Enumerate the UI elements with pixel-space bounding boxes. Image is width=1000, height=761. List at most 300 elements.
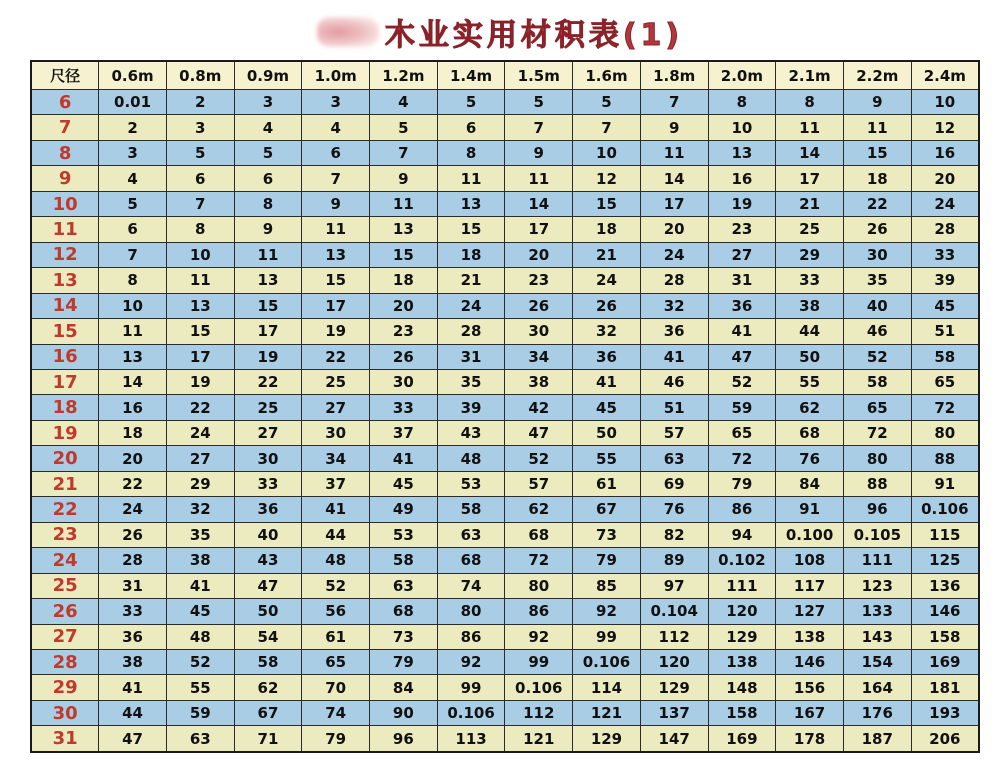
row-header-diameter: 8 xyxy=(31,140,99,165)
table-cell: 27 xyxy=(166,446,234,471)
table-cell: 45 xyxy=(911,293,979,318)
table-cell: 9 xyxy=(640,115,708,140)
table-cell: 18 xyxy=(437,242,505,267)
corner-header: 尺径 xyxy=(31,61,99,90)
table-cell: 59 xyxy=(166,700,234,725)
table-cell: 65 xyxy=(708,420,776,445)
table-cell: 72 xyxy=(843,420,911,445)
table-cell: 13 xyxy=(166,293,234,318)
column-header: 2.4m xyxy=(911,61,979,90)
table-cell: 30 xyxy=(370,369,438,394)
table-cell: 5 xyxy=(437,90,505,115)
table-row xyxy=(31,395,979,420)
table-cell: 99 xyxy=(505,649,573,674)
table-cell: 50 xyxy=(776,344,844,369)
table-cell: 17 xyxy=(302,293,370,318)
table-cell: 13 xyxy=(708,140,776,165)
table-cell: 68 xyxy=(370,599,438,624)
row-header-diameter: 28 xyxy=(31,649,99,674)
table-cell: 178 xyxy=(776,726,844,752)
table-cell: 9 xyxy=(370,166,438,191)
table-cell: 42 xyxy=(505,395,573,420)
table-cell: 15 xyxy=(234,293,302,318)
table-cell: 8 xyxy=(708,90,776,115)
table-cell: 30 xyxy=(302,420,370,445)
table-cell: 15 xyxy=(573,191,641,216)
table-row xyxy=(31,675,979,700)
table-cell: 43 xyxy=(437,420,505,445)
table-cell: 45 xyxy=(166,599,234,624)
table-cell: 55 xyxy=(776,369,844,394)
blurred-title-prefix xyxy=(317,17,379,47)
table-cell: 33 xyxy=(370,395,438,420)
table-cell: 36 xyxy=(99,624,167,649)
table-cell: 167 xyxy=(776,700,844,725)
table-cell: 0.106 xyxy=(437,700,505,725)
table-cell: 48 xyxy=(437,446,505,471)
row-header-diameter: 27 xyxy=(31,624,99,649)
table-cell: 23 xyxy=(505,268,573,293)
table-cell: 80 xyxy=(437,599,505,624)
table-cell: 53 xyxy=(370,522,438,547)
table-cell: 146 xyxy=(911,599,979,624)
table-cell: 31 xyxy=(99,573,167,598)
table-cell: 40 xyxy=(234,522,302,547)
table-cell: 62 xyxy=(234,675,302,700)
table-row xyxy=(31,140,979,165)
row-header-diameter: 18 xyxy=(31,395,99,420)
table-cell: 97 xyxy=(640,573,708,598)
table-cell: 12 xyxy=(911,115,979,140)
table-cell: 65 xyxy=(911,369,979,394)
table-cell: 88 xyxy=(911,446,979,471)
table-cell: 133 xyxy=(843,599,911,624)
table-cell: 91 xyxy=(776,497,844,522)
table-cell: 88 xyxy=(843,471,911,496)
table-cell: 4 xyxy=(99,166,167,191)
table-row xyxy=(31,191,979,216)
table-cell: 41 xyxy=(370,446,438,471)
column-header: 1.6m xyxy=(573,61,641,90)
header-row xyxy=(31,61,979,90)
table-cell: 169 xyxy=(911,649,979,674)
table-cell: 18 xyxy=(99,420,167,445)
table-cell: 23 xyxy=(370,319,438,344)
table-cell: 125 xyxy=(911,548,979,573)
table-cell: 24 xyxy=(166,420,234,445)
table-cell: 63 xyxy=(166,726,234,752)
table-cell: 39 xyxy=(437,395,505,420)
table-cell: 58 xyxy=(843,369,911,394)
table-cell: 112 xyxy=(505,700,573,725)
table-cell: 7 xyxy=(166,191,234,216)
table-cell: 17 xyxy=(640,191,708,216)
table-cell: 28 xyxy=(437,319,505,344)
row-header-diameter: 29 xyxy=(31,675,99,700)
column-header: 2.2m xyxy=(843,61,911,90)
table-cell: 91 xyxy=(911,471,979,496)
row-header-diameter: 15 xyxy=(31,319,99,344)
table-row xyxy=(31,573,979,598)
table-cell: 28 xyxy=(640,268,708,293)
table-cell: 117 xyxy=(776,573,844,598)
table-cell: 6 xyxy=(166,166,234,191)
table-cell: 10 xyxy=(911,90,979,115)
table-cell: 65 xyxy=(843,395,911,420)
table-cell: 146 xyxy=(776,649,844,674)
table-cell: 21 xyxy=(573,242,641,267)
table-cell: 44 xyxy=(99,700,167,725)
table-cell: 4 xyxy=(234,115,302,140)
table-cell: 0.106 xyxy=(573,649,641,674)
table-cell: 63 xyxy=(437,522,505,547)
page-title xyxy=(0,8,1000,56)
table-cell: 36 xyxy=(573,344,641,369)
row-header-diameter: 20 xyxy=(31,446,99,471)
table-cell: 111 xyxy=(843,548,911,573)
table-cell: 18 xyxy=(370,268,438,293)
table-cell: 36 xyxy=(708,293,776,318)
table-cell: 47 xyxy=(99,726,167,752)
table-cell: 92 xyxy=(437,649,505,674)
table-cell: 89 xyxy=(640,548,708,573)
table-cell: 3 xyxy=(166,115,234,140)
table-cell: 121 xyxy=(573,700,641,725)
table-row xyxy=(31,700,979,725)
table-cell: 136 xyxy=(911,573,979,598)
table-cell: 18 xyxy=(843,166,911,191)
table-cell: 20 xyxy=(99,446,167,471)
table-cell: 99 xyxy=(573,624,641,649)
table-cell: 13 xyxy=(234,268,302,293)
table-cell: 34 xyxy=(505,344,573,369)
table-cell: 28 xyxy=(99,548,167,573)
table-cell: 20 xyxy=(640,217,708,242)
table-cell: 79 xyxy=(708,471,776,496)
table-cell: 86 xyxy=(437,624,505,649)
table-cell: 61 xyxy=(573,471,641,496)
table-cell: 2 xyxy=(166,90,234,115)
table-cell: 29 xyxy=(166,471,234,496)
table-cell: 20 xyxy=(505,242,573,267)
table-cell: 52 xyxy=(166,649,234,674)
table-cell: 22 xyxy=(166,395,234,420)
table-cell: 86 xyxy=(708,497,776,522)
table-cell: 16 xyxy=(708,166,776,191)
table-cell: 59 xyxy=(708,395,776,420)
table-cell: 28 xyxy=(911,217,979,242)
volume-table xyxy=(30,60,980,753)
table-cell: 13 xyxy=(370,217,438,242)
table-cell: 30 xyxy=(843,242,911,267)
table-cell: 17 xyxy=(166,344,234,369)
table-cell: 74 xyxy=(302,700,370,725)
table-cell: 25 xyxy=(302,369,370,394)
table-cell: 19 xyxy=(234,344,302,369)
table-cell: 35 xyxy=(166,522,234,547)
table-cell: 72 xyxy=(911,395,979,420)
table-row xyxy=(31,319,979,344)
table-cell: 82 xyxy=(640,522,708,547)
table-cell: 22 xyxy=(302,344,370,369)
table-cell: 127 xyxy=(776,599,844,624)
table-cell: 17 xyxy=(776,166,844,191)
table-cell: 0.01 xyxy=(99,90,167,115)
table-cell: 3 xyxy=(234,90,302,115)
row-header-diameter: 26 xyxy=(31,599,99,624)
table-cell: 33 xyxy=(776,268,844,293)
table-cell: 148 xyxy=(708,675,776,700)
table-cell: 6 xyxy=(437,115,505,140)
table-cell: 0.106 xyxy=(911,497,979,522)
table-cell: 56 xyxy=(302,599,370,624)
table-cell: 39 xyxy=(911,268,979,293)
table-cell: 23 xyxy=(708,217,776,242)
row-header-diameter: 12 xyxy=(31,242,99,267)
table-cell: 8 xyxy=(776,90,844,115)
table-cell: 0.106 xyxy=(505,675,573,700)
table-cell: 80 xyxy=(843,446,911,471)
table-cell: 193 xyxy=(911,700,979,725)
table-cell: 32 xyxy=(640,293,708,318)
table-cell: 7 xyxy=(370,140,438,165)
table-row xyxy=(31,293,979,318)
table-cell: 48 xyxy=(302,548,370,573)
table-cell: 15 xyxy=(302,268,370,293)
table-cell: 4 xyxy=(302,115,370,140)
table-cell: 55 xyxy=(166,675,234,700)
table-cell: 52 xyxy=(505,446,573,471)
table-cell: 154 xyxy=(843,649,911,674)
table-cell: 10 xyxy=(99,293,167,318)
row-header-diameter: 14 xyxy=(31,293,99,318)
table-cell: 11 xyxy=(776,115,844,140)
table-cell: 38 xyxy=(776,293,844,318)
table-cell: 37 xyxy=(302,471,370,496)
table-cell: 31 xyxy=(437,344,505,369)
column-header: 2.0m xyxy=(708,61,776,90)
table-cell: 35 xyxy=(437,369,505,394)
table-row xyxy=(31,90,979,115)
table-cell: 41 xyxy=(166,573,234,598)
table-cell: 53 xyxy=(437,471,505,496)
table-cell: 24 xyxy=(573,268,641,293)
table-cell: 0.104 xyxy=(640,599,708,624)
column-header: 0.6m xyxy=(99,61,167,90)
table-row xyxy=(31,166,979,191)
table-cell: 8 xyxy=(99,268,167,293)
table-row xyxy=(31,344,979,369)
table-cell: 176 xyxy=(843,700,911,725)
table-cell: 24 xyxy=(99,497,167,522)
table-cell: 9 xyxy=(843,90,911,115)
table-cell: 26 xyxy=(370,344,438,369)
table-cell: 112 xyxy=(640,624,708,649)
table-cell: 6 xyxy=(302,140,370,165)
table-cell: 17 xyxy=(234,319,302,344)
table-cell: 74 xyxy=(437,573,505,598)
table-cell: 62 xyxy=(505,497,573,522)
table-cell: 38 xyxy=(99,649,167,674)
table-cell: 67 xyxy=(573,497,641,522)
table-cell: 22 xyxy=(843,191,911,216)
table-cell: 9 xyxy=(234,217,302,242)
table-cell: 45 xyxy=(573,395,641,420)
table-cell: 19 xyxy=(166,369,234,394)
table-cell: 11 xyxy=(99,319,167,344)
table-cell: 84 xyxy=(370,675,438,700)
table-cell: 108 xyxy=(776,548,844,573)
table-cell: 5 xyxy=(370,115,438,140)
table-cell: 121 xyxy=(505,726,573,752)
table-row xyxy=(31,624,979,649)
table-cell: 147 xyxy=(640,726,708,752)
table-cell: 49 xyxy=(370,497,438,522)
table-cell: 85 xyxy=(573,573,641,598)
table-cell: 63 xyxy=(370,573,438,598)
column-header: 1.5m xyxy=(505,61,573,90)
table-cell: 57 xyxy=(640,420,708,445)
table-cell: 10 xyxy=(166,242,234,267)
table-cell: 68 xyxy=(437,548,505,573)
table-cell: 27 xyxy=(234,420,302,445)
table-cell: 206 xyxy=(911,726,979,752)
table-cell: 52 xyxy=(302,573,370,598)
table-cell: 114 xyxy=(573,675,641,700)
table-cell: 50 xyxy=(573,420,641,445)
table-cell: 38 xyxy=(166,548,234,573)
table-cell: 7 xyxy=(302,166,370,191)
table-cell: 9 xyxy=(302,191,370,216)
table-cell: 21 xyxy=(437,268,505,293)
table-cell: 164 xyxy=(843,675,911,700)
table-cell: 129 xyxy=(573,726,641,752)
table-cell: 31 xyxy=(708,268,776,293)
table-cell: 57 xyxy=(505,471,573,496)
table-row xyxy=(31,446,979,471)
table-cell: 90 xyxy=(370,700,438,725)
table-cell: 22 xyxy=(99,471,167,496)
table-cell: 11 xyxy=(166,268,234,293)
table-row xyxy=(31,522,979,547)
table-cell: 14 xyxy=(776,140,844,165)
table-cell: 58 xyxy=(437,497,505,522)
table-cell: 79 xyxy=(573,548,641,573)
table-cell: 65 xyxy=(302,649,370,674)
table-cell: 30 xyxy=(505,319,573,344)
table-cell: 5 xyxy=(99,191,167,216)
table-cell: 5 xyxy=(234,140,302,165)
row-header-diameter: 31 xyxy=(31,726,99,752)
table-cell: 13 xyxy=(99,344,167,369)
table-cell: 138 xyxy=(776,624,844,649)
table-cell: 15 xyxy=(370,242,438,267)
table-cell: 18 xyxy=(573,217,641,242)
table-cell: 24 xyxy=(640,242,708,267)
table-cell: 11 xyxy=(234,242,302,267)
table-body xyxy=(31,90,979,753)
table-row xyxy=(31,471,979,496)
table-cell: 79 xyxy=(370,649,438,674)
table-cell: 40 xyxy=(843,293,911,318)
table-row xyxy=(31,420,979,445)
table-cell: 181 xyxy=(911,675,979,700)
row-header-diameter: 6 xyxy=(31,90,99,115)
table-cell: 0.102 xyxy=(708,548,776,573)
table-cell: 20 xyxy=(911,166,979,191)
table-row xyxy=(31,497,979,522)
table-cell: 25 xyxy=(776,217,844,242)
column-header: 0.9m xyxy=(234,61,302,90)
row-header-diameter: 17 xyxy=(31,369,99,394)
table-cell: 51 xyxy=(640,395,708,420)
table-cell: 156 xyxy=(776,675,844,700)
row-header-diameter: 24 xyxy=(31,548,99,573)
table-cell: 58 xyxy=(911,344,979,369)
table-cell: 46 xyxy=(640,369,708,394)
table-cell: 76 xyxy=(776,446,844,471)
row-header-diameter: 9 xyxy=(31,166,99,191)
table-cell: 12 xyxy=(573,166,641,191)
table-cell: 5 xyxy=(573,90,641,115)
table-cell: 52 xyxy=(708,369,776,394)
table-cell: 129 xyxy=(708,624,776,649)
table-cell: 55 xyxy=(573,446,641,471)
table-cell: 69 xyxy=(640,471,708,496)
table-cell: 14 xyxy=(505,191,573,216)
table-cell: 45 xyxy=(370,471,438,496)
table-row xyxy=(31,268,979,293)
table-cell: 20 xyxy=(370,293,438,318)
table-cell: 138 xyxy=(708,649,776,674)
table-cell: 11 xyxy=(640,140,708,165)
table-cell: 120 xyxy=(640,649,708,674)
table-cell: 47 xyxy=(505,420,573,445)
table-row xyxy=(31,726,979,752)
table-cell: 123 xyxy=(843,573,911,598)
table-cell: 27 xyxy=(708,242,776,267)
table-cell: 41 xyxy=(640,344,708,369)
table-cell: 19 xyxy=(302,319,370,344)
table-cell: 158 xyxy=(708,700,776,725)
table-cell: 26 xyxy=(505,293,573,318)
table-cell: 14 xyxy=(640,166,708,191)
table-cell: 79 xyxy=(302,726,370,752)
table-cell: 38 xyxy=(505,369,573,394)
column-header: 0.8m xyxy=(166,61,234,90)
table-cell: 15 xyxy=(166,319,234,344)
table-cell: 36 xyxy=(640,319,708,344)
table-cell: 86 xyxy=(505,599,573,624)
table-cell: 15 xyxy=(843,140,911,165)
row-header-diameter: 7 xyxy=(31,115,99,140)
table-cell: 73 xyxy=(573,522,641,547)
table-cell: 29 xyxy=(776,242,844,267)
table-cell: 43 xyxy=(234,548,302,573)
table-cell: 3 xyxy=(302,90,370,115)
table-cell: 8 xyxy=(166,217,234,242)
row-header-diameter: 19 xyxy=(31,420,99,445)
table-cell: 0.100 xyxy=(776,522,844,547)
table-cell: 5 xyxy=(166,140,234,165)
table-cell: 47 xyxy=(708,344,776,369)
table-cell: 16 xyxy=(911,140,979,165)
table-row xyxy=(31,599,979,624)
table-cell: 2 xyxy=(99,115,167,140)
table-cell: 61 xyxy=(302,624,370,649)
table-cell: 58 xyxy=(234,649,302,674)
table-cell: 73 xyxy=(370,624,438,649)
